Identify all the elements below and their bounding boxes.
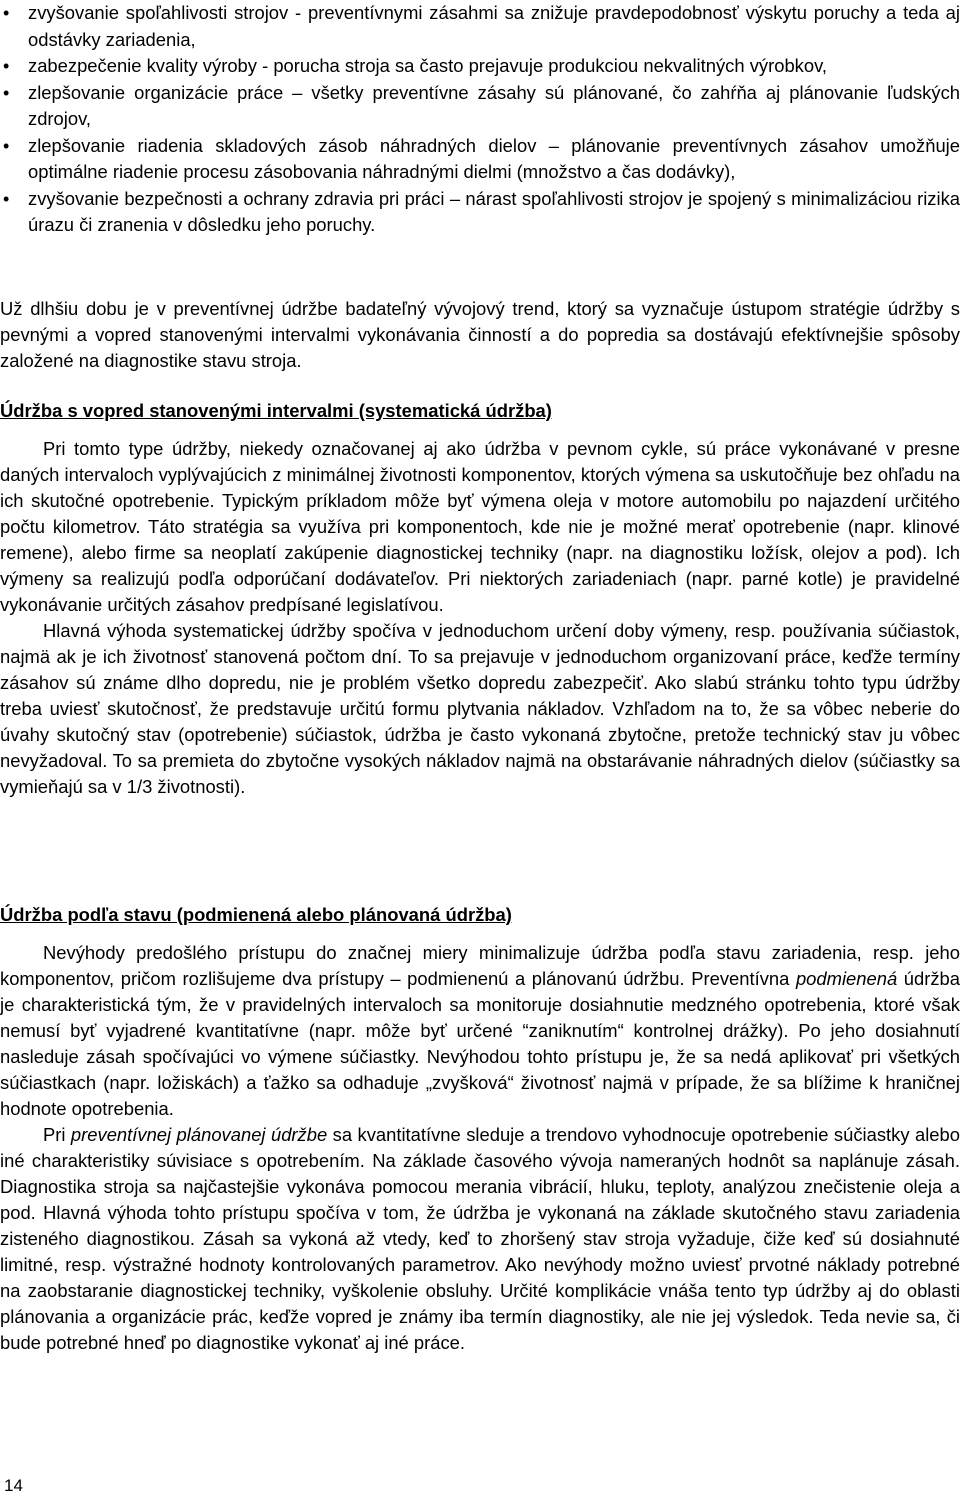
paragraph: Pri tomto type údržby, niekedy označovanej aj ako údržba v pevnom cykle, sú práce vykonávané v presne daných intervaloch vyplývajúcich z minimálnej životnosti komponentov, ktorých výmena sa uskutočňuje bez ohľadu na ich skutočné opotrebenie. Typickým príkladom môže byť výmena oleja v motore automobilu po najazdení určitého počtu kilometrov. Táto stratégia sa využíva pri komponentoch, kde nie je možné merať opotrebenie (napr. klinové remene), alebo firme sa neoplatí zakúpenie diagnostickej techniky (napr. na diagnostiku ložísk, olejov a pod). Ich výmeny sa realizujú podľa odporúčaní dodávateľov. Pri niektorých zariadeniach (napr. parné kotle) je pravidelné vykonávanie určitých zásahov predpísané legislatívou. bbox=[0, 438, 960, 615]
emphasis-term: podmienená bbox=[795, 968, 898, 989]
text-run: Pri bbox=[43, 1124, 71, 1145]
paragraph: Hlavná výhoda systematickej údržby spočíva v jednoduchom určení doby výmeny, resp. používania súčiastok, najmä ak je ich životnosť stanovená počtom dní. To sa prejavuje v jednoduchom organizovaní práce, keďže termíny zásahov sú známe dlho dopredu, nie je problém všetko dopredu zabezpečiť. Ako slabú stránku tohto typu údržby treba uviesť skutočnosť, že predstavuje určitú formu plytvania nákladov. Vzhľadom na to, že sa vôbec neberie do úvahy skutočný stav (opotrebenie) súčiastok, údržba je často vykonaná zbytočne, pretože technický stav ju vôbec nevyžadoval. To sa premieta do zbytočne vysokých nákladov najmä na obstarávanie náhradných dielov (súčiastky sa vymieňajú sa v 1/3 životnosti). bbox=[0, 620, 960, 797]
section-systematic-maintenance bbox=[0, 398, 960, 800]
list-item: • zlepšovanie organizácie práce – všetky preventívne zásahy sú plánované, čo zahŕňa aj plánovanie ľudských zdrojov, bbox=[0, 80, 960, 133]
list-item: • zvyšovanie bezpečnosti a ochrany zdravia pri práci – nárast spoľahlivosti strojov je spojený s minimalizáciou rizika úrazu či zranenia v dôsledku jeho poruchy. bbox=[0, 186, 960, 239]
list-item: • zlepšovanie riadenia skladových zásob náhradných dielov – plánovanie preventívnych zásahov umožňuje optimálne riadenie procesu zásobovania náhradnými dielmi (množstvo a čas dodávky), bbox=[0, 133, 960, 186]
emphasis-term: preventívnej plánovanej údržbe bbox=[70, 1124, 328, 1145]
section-condition-maintenance bbox=[0, 902, 960, 1356]
section-heading: Údržba s vopred stanovenými intervalmi (systematická údržba) bbox=[0, 400, 552, 421]
list-item: • zvyšovanie spoľahlivosti strojov - preventívnymi zásahmi sa znižuje pravdepodobnosť výskytu poruchy a teda aj odstávky zariadenia, bbox=[0, 0, 960, 53]
text-run: sa kvantitatívne sleduje a trendovo vyhodnocuje opotrebenie súčiastky alebo iné charakteristiky súvisiace s opotrebením. Na základe časového vývoja nameraných hodnôt sa naplánuje zásah. Diagnostika stroja sa najčastejšie vykonáva pomocou merania vibrácií, hluku, teploty, analýzou znečistenie oleja a pod. Hlavná výhoda tohto prístupu spočíva v tom, že údržba je vykonaná na základe skutočného stavu zariadenia zisteného diagnostikou. Zásah sa vykoná až vtedy, keď to zhoršený stav stroja vyžaduje, čiže keď sú dosiahnuté limitné, resp. výstražné hodnoty kontrolovaných parametrov. Ako nevýhody možno uviesť prvotné náklady potrebné na zaobstaranie diagnostickej techniky, vyškolenie obsluhy. Určité komplikácie vnáša tento typ údržby aj do oblasti plánovania a organizácie prác, keďže vopred je známy iba termín diagnostiky, ale nie jej výsledok. Teda nevie sa, či bude potrebné hneď po diagnostike vykonať aj iné práce. bbox=[0, 1124, 960, 1353]
paragraph bbox=[0, 1122, 960, 1356]
list-item: • zabezpečenie kvality výroby - porucha stroja sa často prejavuje produkciou nekvalitných výrobkov, bbox=[0, 53, 960, 80]
text-run: Nevýhody predošlého prístupu do značnej miery minimalizuje údržba podľa stavu zariadenia, resp. jeho komponentov, pričom rozlišujeme dva prístupy – podmienenú a plánovanú údržbu. Preventívna bbox=[0, 942, 960, 989]
intro-block bbox=[0, 296, 960, 374]
benefits-list bbox=[0, 0, 960, 239]
intro-paragraph: Už dlhšiu dobu je v preventívnej údržbe badateľný vývojový trend, ktorý sa vyznačuje ústupom stratégie údržby s pevnými a vopred stanovenými intervalmi vykonávania činností a do popredia sa dostávajú efektívnejšie spôsoby založené na diagnostike stavu stroja. bbox=[0, 298, 960, 371]
paragraph bbox=[0, 940, 960, 1122]
text-run: údržba je charakteristická tým, že v pravidelných intervaloch sa monitoruje dosiahnutie medzného opotrebenia, ktoré však nemusí byť vyjadrené kvantitatívne (napr. môže byť určené “zaniknutím“ kontrolnej drážky). Po jeho dosiahnutí nasleduje zásah spočívajúci vo výmene súčiastky. Nevýhodou tohto prístupu je, že sa nedá aplikovať pri všetkých súčiastkach (napr. ložiskách) a ťažko sa odhaduje „zvyšková“ životnosť najmä v prípade, že sa blížime k hraničnej hodnote opotrebenia. bbox=[0, 968, 960, 1119]
page-number: 14 bbox=[4, 1476, 23, 1495]
section-heading: Údržba podľa stavu (podmienená alebo plánovaná údržba) bbox=[0, 904, 512, 925]
